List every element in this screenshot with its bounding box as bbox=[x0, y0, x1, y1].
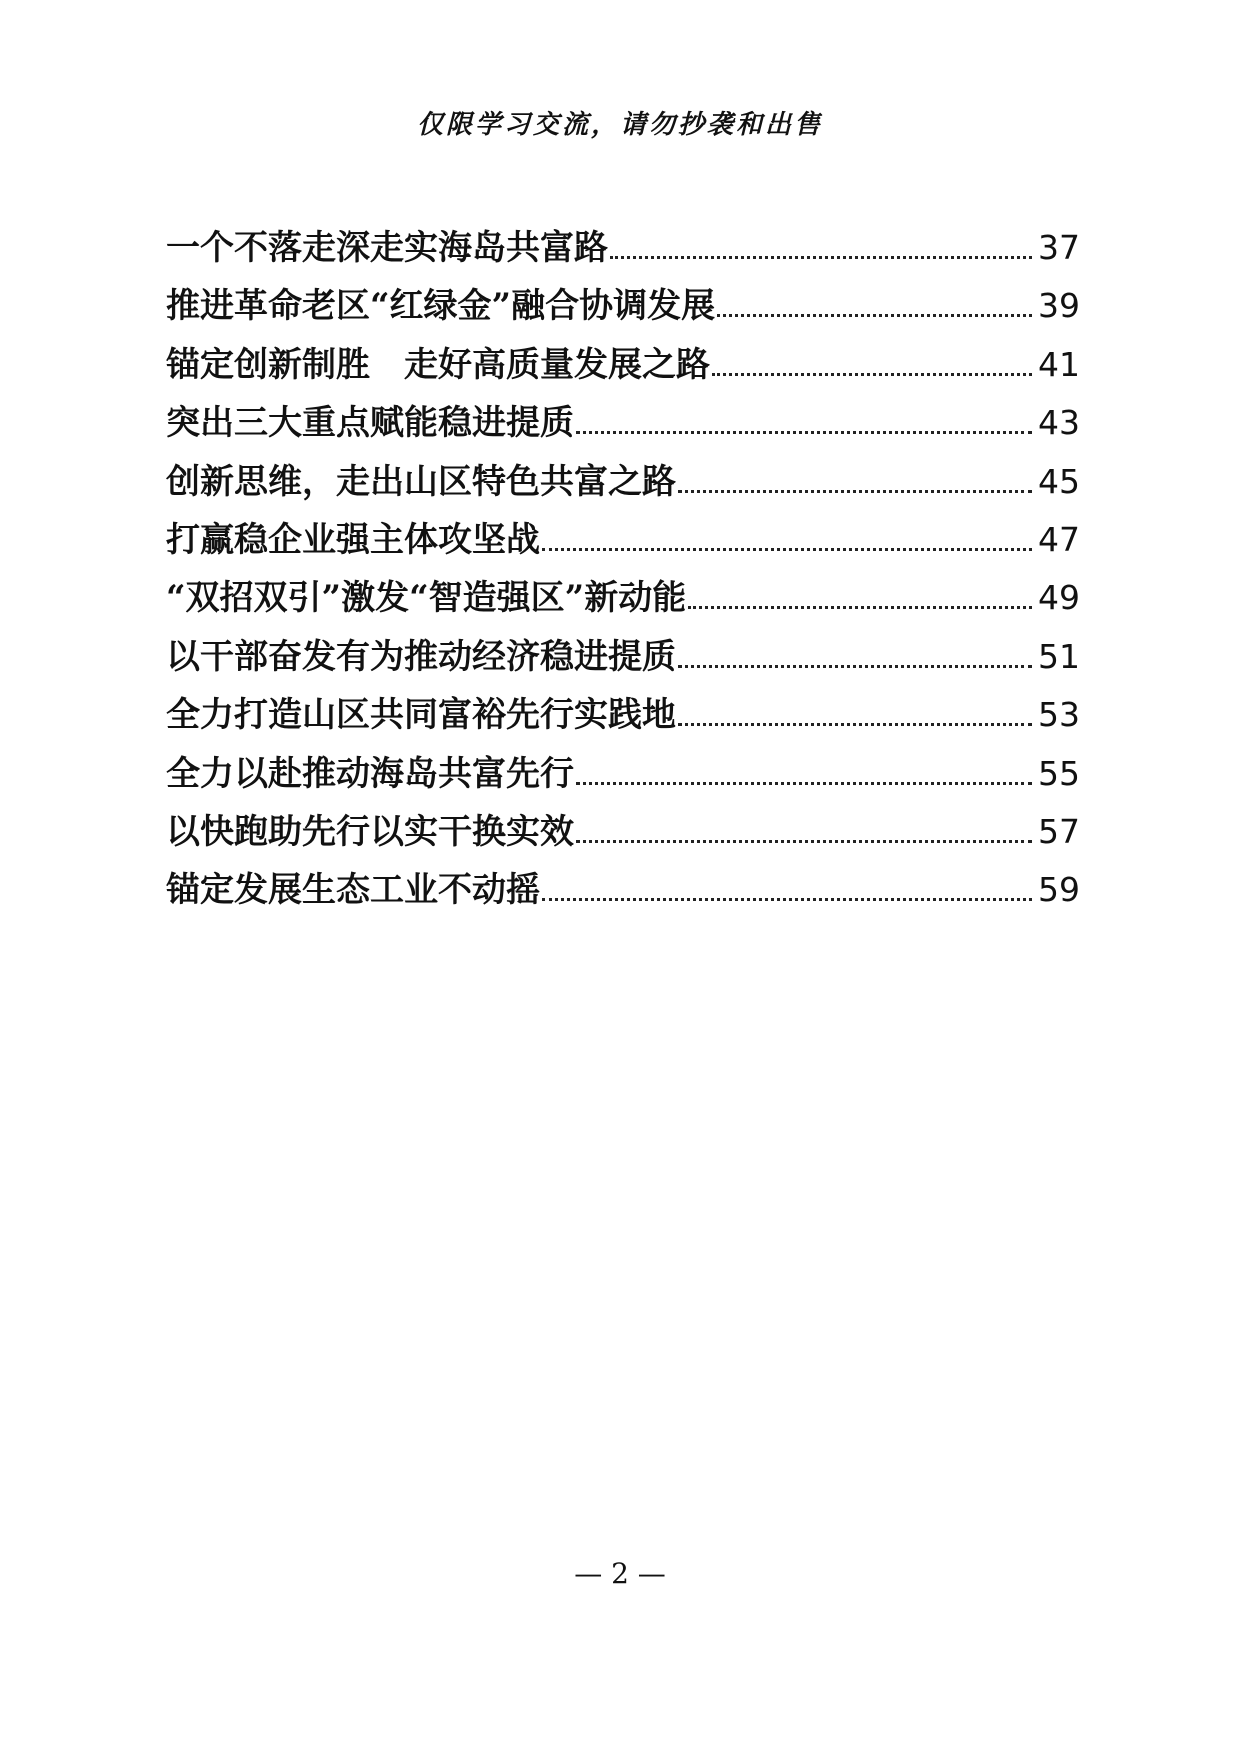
toc-entry-page: 53 bbox=[1038, 695, 1080, 735]
toc-leader-dots bbox=[717, 313, 1032, 317]
page-number: — 2 — bbox=[574, 1557, 666, 1590]
toc-leader-dots bbox=[678, 489, 1032, 493]
header-notice: 仅限学习交流，请勿抄袭和出售 bbox=[416, 110, 823, 140]
toc-entry[interactable] bbox=[166, 689, 1080, 747]
toc-entry-title: 突出三大重点赋能稳进提质 bbox=[166, 403, 574, 444]
toc-entry-title: 全力以赴推动海岛共富先行 bbox=[166, 753, 574, 794]
toc-entry[interactable] bbox=[166, 631, 1080, 689]
toc-entry-title: 创新思维，走出山区特色共富之路 bbox=[166, 461, 676, 502]
toc-entry-page: 57 bbox=[1038, 811, 1080, 851]
toc-entry-title: 锚定创新制胜 走好高质量发展之路 bbox=[166, 344, 710, 385]
toc-entry-page: 51 bbox=[1038, 636, 1080, 676]
toc-entry[interactable] bbox=[166, 456, 1080, 514]
toc-entry[interactable] bbox=[166, 339, 1080, 397]
toc-leader-dots bbox=[678, 722, 1032, 726]
toc-leader-dots bbox=[542, 547, 1032, 551]
toc-entry-title: 以快跑助先行以实干换实效 bbox=[166, 811, 574, 852]
toc-entry-page: 43 bbox=[1038, 403, 1080, 443]
toc-leader-dots bbox=[610, 255, 1032, 259]
toc-entry[interactable] bbox=[166, 222, 1080, 280]
toc-entry-title: 推进革命老区“红绿金”融合协调发展 bbox=[166, 286, 716, 327]
toc-entry[interactable] bbox=[166, 280, 1080, 338]
toc-entry[interactable] bbox=[166, 748, 1080, 806]
toc-entry-page: 37 bbox=[1038, 228, 1080, 267]
toc-leader-dots bbox=[576, 430, 1032, 434]
toc-leader-dots bbox=[576, 839, 1032, 843]
toc-leader-dots bbox=[688, 605, 1032, 609]
toc-entry-page: 45 bbox=[1038, 461, 1080, 501]
toc-leader-dots bbox=[712, 372, 1032, 376]
toc-entry-title: 打赢稳企业强主体攻坚战 bbox=[166, 519, 540, 560]
toc-entry-page: 41 bbox=[1038, 344, 1080, 384]
toc-entry[interactable] bbox=[166, 397, 1080, 455]
toc-entry-page: 49 bbox=[1038, 578, 1080, 618]
toc-entry-title: 全力打造山区共同富裕先行实践地 bbox=[166, 695, 676, 736]
toc-entry-page: 55 bbox=[1038, 753, 1080, 793]
toc-entry-page: 59 bbox=[1038, 870, 1080, 910]
toc-entry-title: 锚定发展生态工业不动摇 bbox=[166, 870, 540, 911]
toc-leader-dots bbox=[678, 664, 1032, 668]
toc-entry[interactable] bbox=[166, 864, 1080, 922]
toc-entry-title: 以干部奋发有为推动经济稳进提质 bbox=[166, 636, 676, 677]
toc-leader-dots bbox=[542, 897, 1032, 901]
toc-entry-page: 39 bbox=[1038, 286, 1080, 326]
toc-entry[interactable] bbox=[166, 572, 1080, 630]
toc-entry[interactable] bbox=[166, 514, 1080, 572]
toc-entry[interactable] bbox=[166, 806, 1080, 864]
toc-entry-title: 一个不落走深走实海岛共富路 bbox=[166, 228, 608, 268]
toc-entry-title: “双招双引”激发“智造强区”新动能 bbox=[166, 578, 687, 619]
toc-entry-page: 47 bbox=[1038, 519, 1080, 559]
toc-leader-dots bbox=[576, 781, 1032, 785]
table-of-contents bbox=[166, 222, 1080, 923]
